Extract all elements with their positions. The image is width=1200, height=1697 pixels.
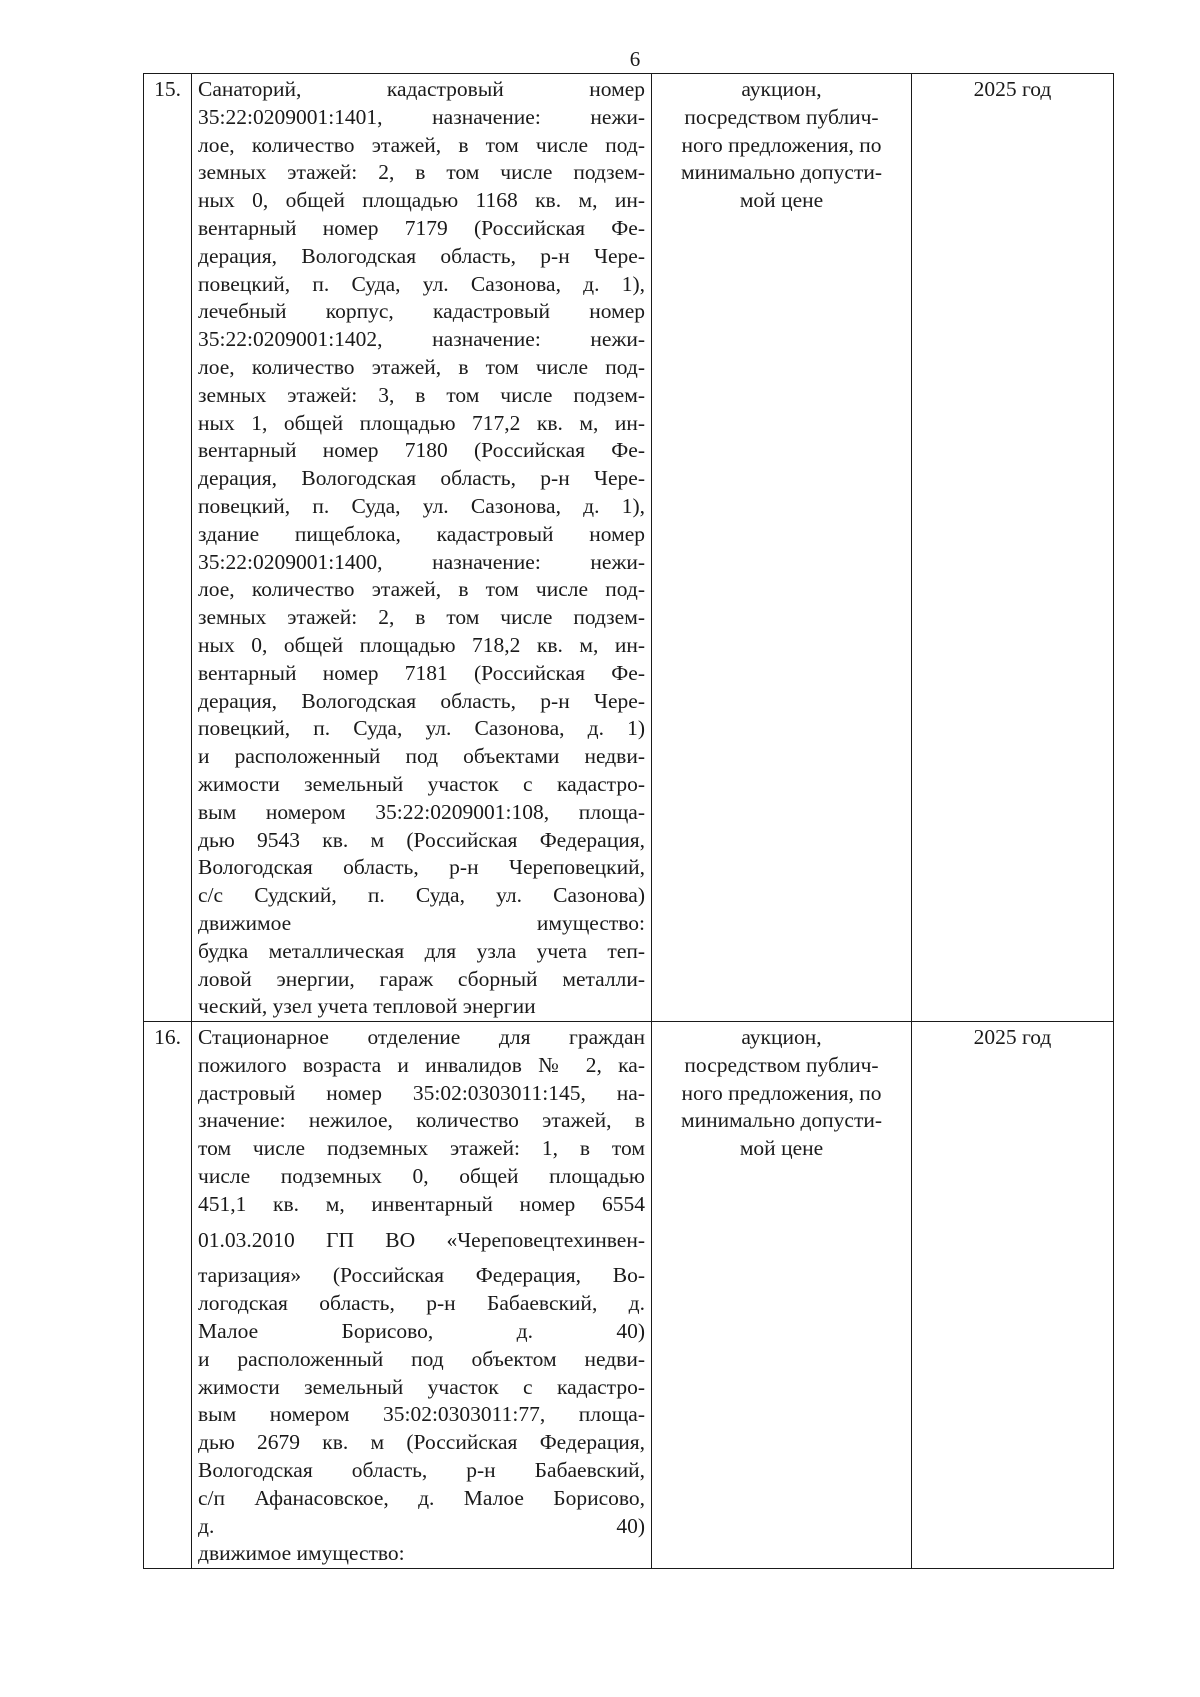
description-line: вентарный номер 7180 (Российская Фе- xyxy=(198,438,645,463)
method-line: минимально допусти- xyxy=(680,1108,883,1133)
description-line: дью 2679 кв. м (Российская Федерация, xyxy=(198,1430,645,1455)
sale-method xyxy=(652,74,912,1022)
description-line: таризация» (Российская Федерация, Во- xyxy=(198,1263,645,1288)
description-line: жимости земельный участок с кадастро- xyxy=(198,1374,645,1399)
description-line: Вологодская область, р-н Бабаевский, xyxy=(198,1458,645,1483)
description-line: дью 9543 кв. м (Российская Федерация, xyxy=(198,827,645,852)
method-line: ного предложения, по xyxy=(681,1080,882,1105)
description-line: лое, количество этажей, в том числе под- xyxy=(198,354,645,379)
description-line: и расположенный под объектами недви- xyxy=(198,744,645,769)
description-line: с/п Афанасовское, д. Малое Борисово, xyxy=(198,1485,645,1510)
description-line: повецкий, п. Суда, ул. Сазонова, д. 1), xyxy=(198,271,645,296)
property-description xyxy=(192,74,652,1022)
description-line: земных этажей: 2, в том числе подзем- xyxy=(198,160,645,185)
description-line: вентарный номер 7181 (Российская Фе- xyxy=(198,660,645,685)
property-description xyxy=(192,1022,652,1569)
method-line: аукцион, xyxy=(741,1025,822,1050)
description-line: 01.03.2010 ГП ВО «Череповецтехинвен- xyxy=(198,1227,645,1252)
description-line: 451,1 кв. м, инвентарный номер 6554 xyxy=(198,1191,645,1216)
description-line: жимости земельный участок с кадастро- xyxy=(198,771,645,796)
method-line: ного предложения, по xyxy=(681,132,882,157)
sale-method xyxy=(652,1022,912,1569)
description-line: ловой энергии, гараж сборный металли- xyxy=(198,966,645,991)
sale-year: 2025 год xyxy=(912,1022,1114,1569)
description-line: 35:22:0209001:1402, назначение: нежи- xyxy=(198,327,645,352)
method-line: минимально допусти- xyxy=(680,160,883,185)
description-line: пожилого возраста и инвалидов № 2, ка- xyxy=(198,1052,645,1077)
description-line: вым номером 35:22:0209001:108, площа- xyxy=(198,799,645,824)
description-line: здание пищеблока, кадастровый номер xyxy=(198,521,645,546)
description-line: логодская область, р-н Бабаевский, д. xyxy=(198,1291,645,1316)
description-line: дастровый номер 35:02:0303011:145, на- xyxy=(198,1080,645,1105)
method-line: мой цене xyxy=(739,1136,824,1161)
description-line: ных 0, общей площадью 718,2 кв. м, ин- xyxy=(198,632,645,657)
table-body xyxy=(144,74,1114,1569)
description-line: движимое имущество: xyxy=(198,1541,405,1566)
page-number: 6 xyxy=(629,47,641,71)
description-line: 35:22:0209001:1400, назначение: нежи- xyxy=(198,549,645,574)
description-line: с/с Судский, п. Суда, ул. Сазонова) xyxy=(198,883,645,908)
description-line: Санаторий, кадастровый номер xyxy=(198,77,645,101)
row-number: 16. xyxy=(144,1022,192,1569)
description-line: и расположенный под объектом недви- xyxy=(198,1346,645,1371)
table-row xyxy=(144,1022,1114,1569)
description-line: лое, количество этажей, в том числе под- xyxy=(198,132,645,157)
description-line: ных 0, общей площадью 1168 кв. м, ин- xyxy=(198,188,645,213)
row-number: 15. xyxy=(144,74,192,1022)
description-line: повецкий, п. Суда, ул. Сазонова, д. 1) xyxy=(198,716,645,741)
description-line: дерация, Вологодская область, р-н Чере- xyxy=(198,688,645,713)
method-line: посредством публич- xyxy=(684,104,879,129)
description-line: 35:22:0209001:1401, назначение: нежи- xyxy=(198,104,645,129)
description-line: дерация, Вологодская область, р-н Чере- xyxy=(198,243,645,268)
description-line: числе подземных 0, общей площадью xyxy=(198,1164,645,1189)
description-line: д. 40) xyxy=(198,1513,645,1538)
description-line: повецкий, п. Суда, ул. Сазонова, д. 1), xyxy=(198,493,645,518)
description-line: земных этажей: 3, в том числе подзем- xyxy=(198,382,645,407)
description-line: Вологодская область, р-н Череповецкий, xyxy=(198,855,645,880)
sale-year: 2025 год xyxy=(912,74,1114,1022)
description-line: том числе подземных этажей: 1, в том xyxy=(198,1136,645,1161)
description-line: вентарный номер 7179 (Российская Фе- xyxy=(198,215,645,240)
property-table xyxy=(143,73,1114,1569)
method-line: посредством публич- xyxy=(684,1052,879,1077)
description-line: дерация, Вологодская область, р-н Чере- xyxy=(198,466,645,491)
table-row xyxy=(144,74,1114,1022)
description-line: движимое имущество: xyxy=(198,910,645,935)
description-line: будка металлическая для узла учета теп- xyxy=(198,938,645,963)
description-line: ных 1, общей площадью 717,2 кв. м, ин- xyxy=(198,410,645,435)
description-line: Стационарное отделение для граждан xyxy=(198,1025,645,1050)
method-line: аукцион, xyxy=(741,77,822,101)
description-line: лечебный корпус, кадастровый номер xyxy=(198,299,645,324)
description-line: земных этажей: 2, в том числе подзем- xyxy=(198,605,645,630)
description-line: значение: нежилое, количество этажей, в xyxy=(198,1108,645,1133)
description-line: ческий, узел учета тепловой энергии xyxy=(198,994,536,1019)
description-line: лое, количество этажей, в том числе под- xyxy=(198,577,645,602)
description-line: Малое Борисово, д. 40) xyxy=(198,1319,645,1344)
method-line: мой цене xyxy=(739,188,824,213)
description-line: вым номером 35:02:0303011:77, площа- xyxy=(198,1402,645,1427)
